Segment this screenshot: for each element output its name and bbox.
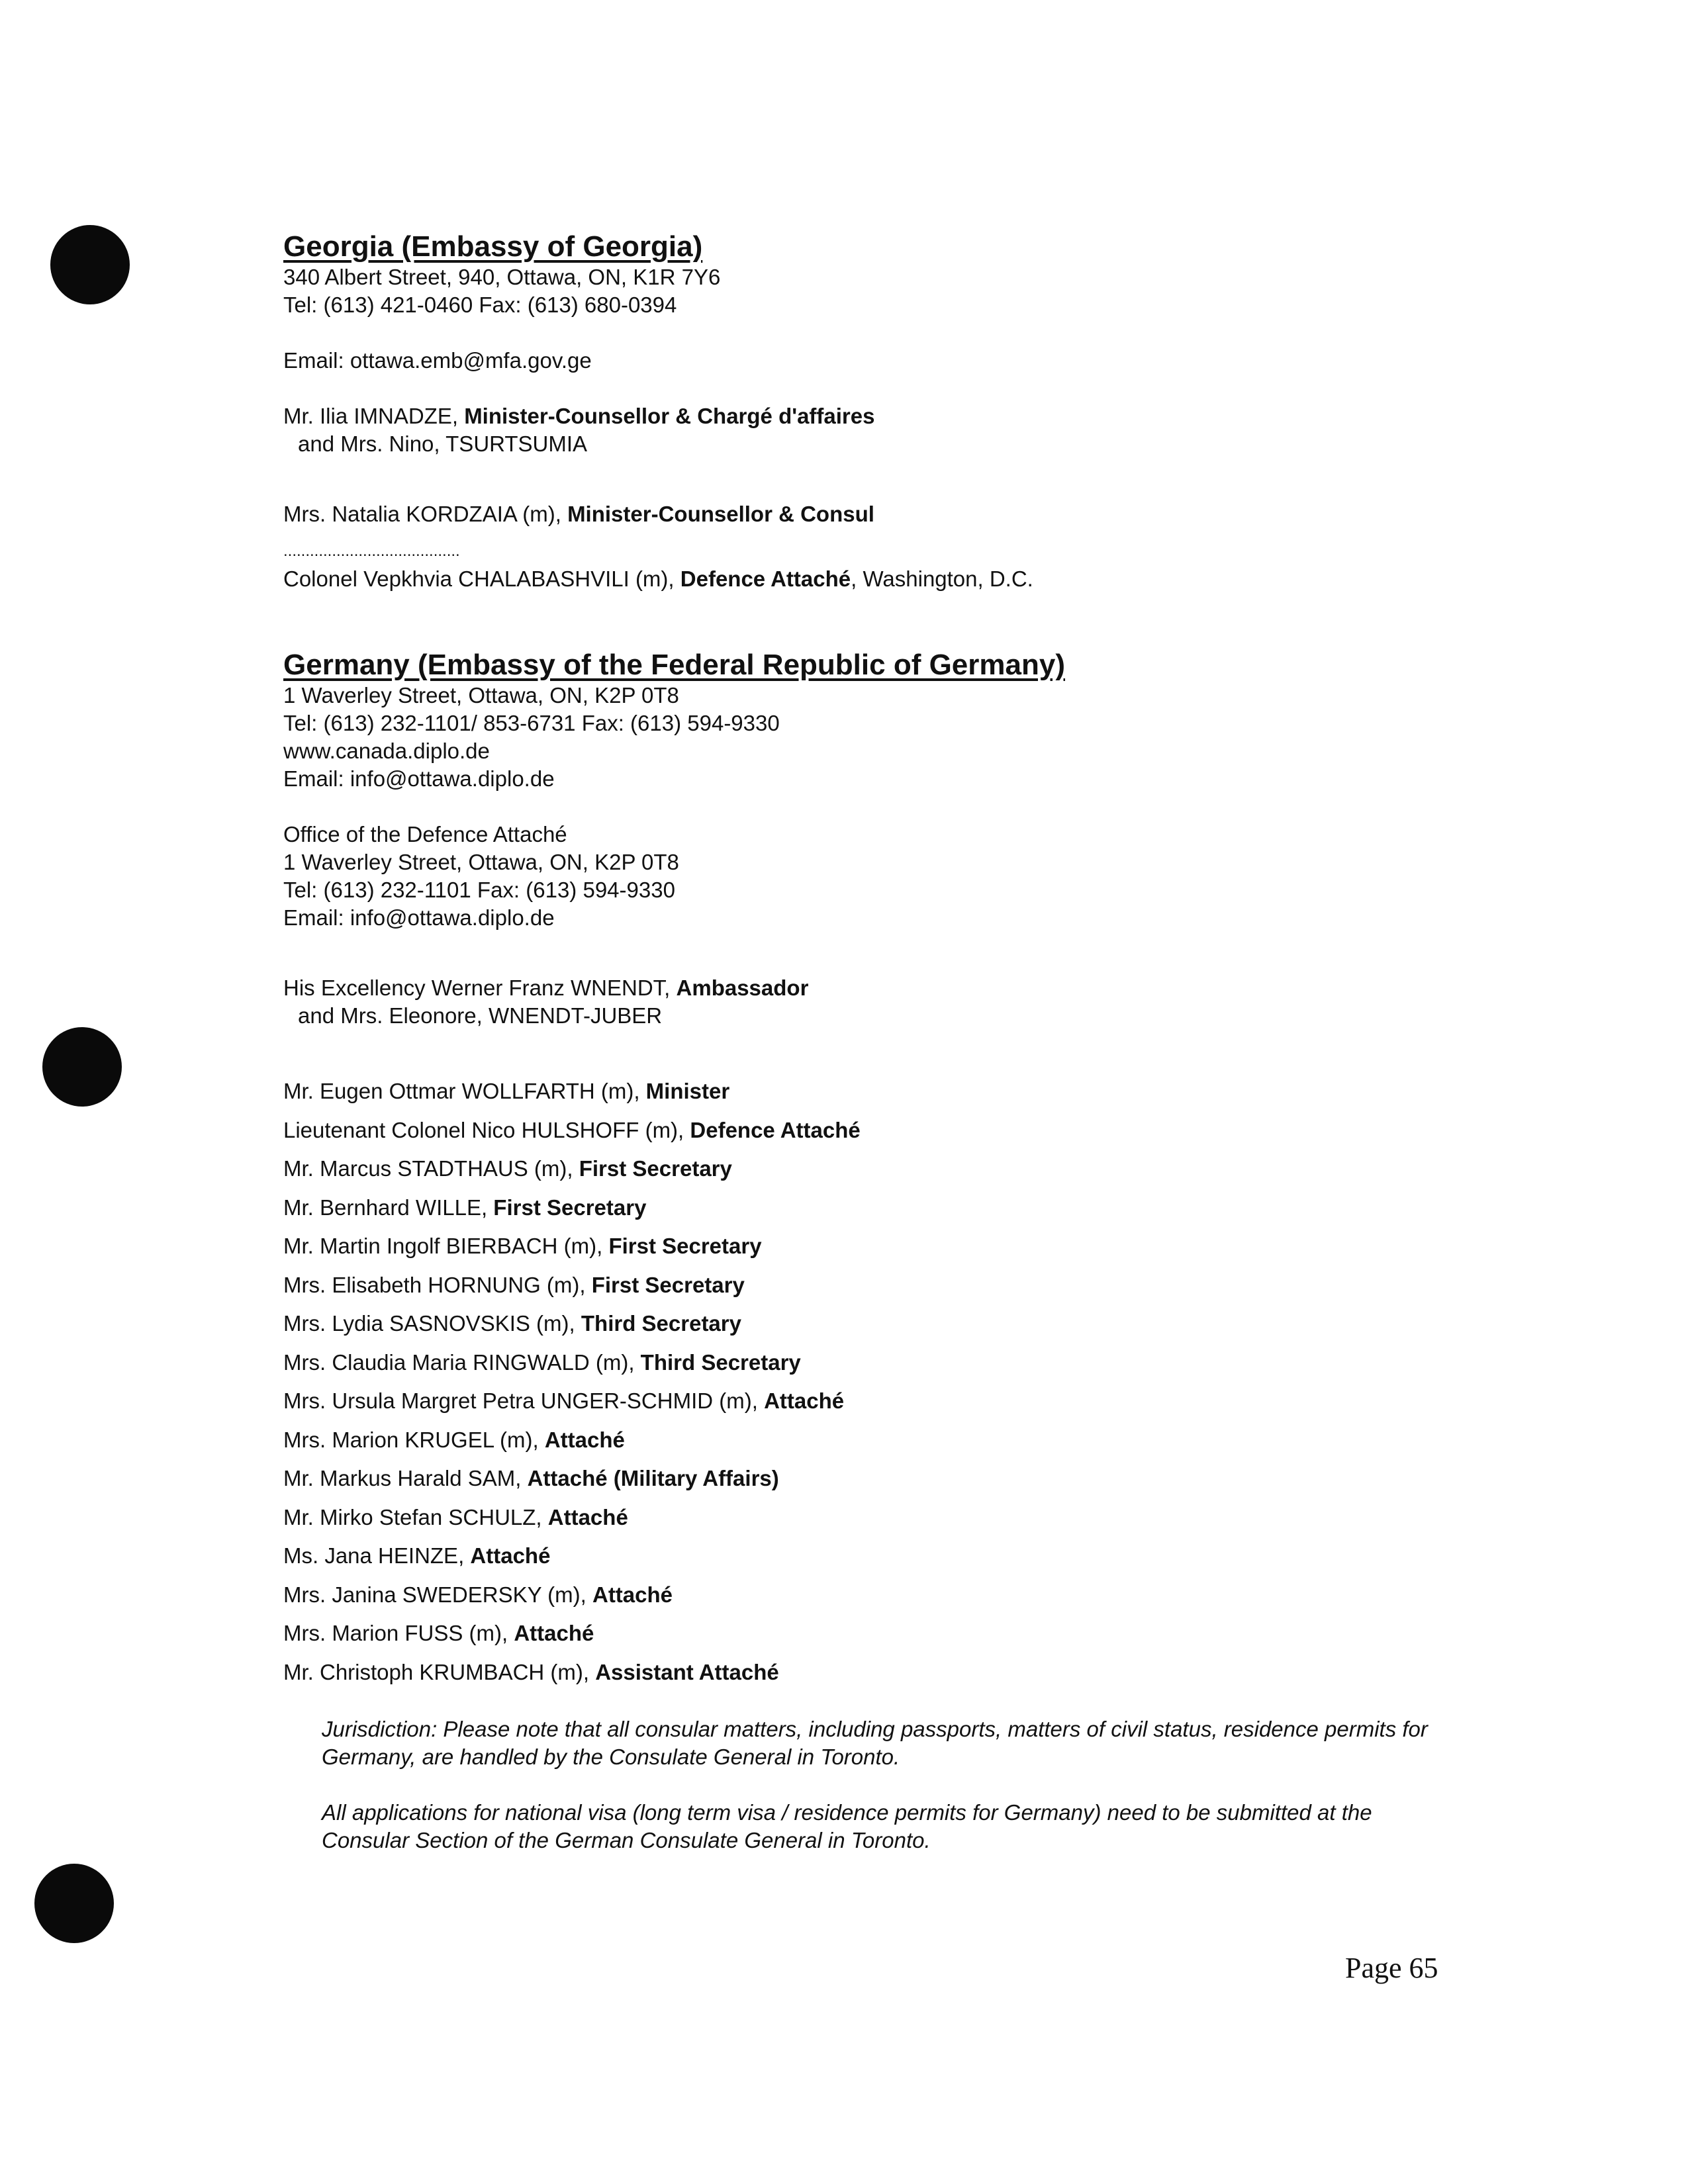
germany-ambassador-spouse: and Mrs. Eleonore, WNENDT-JUBER [298, 1003, 663, 1028]
staff-name: Mrs. Elisabeth HORNUNG (m), [283, 1272, 592, 1297]
staff-name: Lieutenant Colonel Nico HULSHOFF (m), [283, 1117, 690, 1142]
jurisdiction-note: Jurisdiction: Please note that all consular matters, including passports, matters of civil status, residence permits for Germany, are handled by the Consulate General in Toronto. [322, 1717, 1428, 1769]
germany-staff-entry [283, 1459, 1541, 1498]
germany-staff-entry [283, 1382, 1541, 1421]
binder-hole-top [50, 225, 130, 304]
staff-name: Mr. Christoph KRUMBACH (m), [283, 1659, 596, 1684]
georgia-section [283, 230, 1541, 593]
germany-staff-entry [283, 1189, 1541, 1228]
germany-staff-entry [283, 1576, 1541, 1615]
defence-office-address: 1 Waverley Street, Ottawa, ON, K2P 0T8 [283, 850, 679, 874]
germany-phone: Tel: (613) 232-1101/ 853-6731 Fax: (613) 594-9330 [283, 711, 780, 735]
germany-staff-entry [283, 1343, 1541, 1383]
germany-staff-entry [283, 1266, 1541, 1305]
staff-name: Mrs. Claudia Maria RINGWALD (m), [283, 1349, 641, 1375]
germany-staff-entry [283, 1653, 1541, 1692]
staff-title: Attaché [544, 1427, 625, 1452]
defence-office-name: Office of the Defence Attaché [283, 822, 567, 846]
staff-name: Mrs. Natalia KORDZAIA (m), [283, 502, 568, 526]
staff-title: Attaché [764, 1388, 845, 1413]
staff-title: Defence Attaché [680, 567, 851, 591]
staff-name: Colonel Vepkhvia CHALABASHVILI (m), [283, 567, 680, 591]
germany-website: www.canada.diplo.de [283, 739, 490, 763]
germany-staff-entry [283, 1304, 1541, 1343]
germany-heading: Germany (Embassy of the Federal Republic of Germany) [283, 649, 1065, 681]
staff-title: Assistant Attaché [595, 1659, 779, 1684]
germany-email: Email: info@ottawa.diplo.de [283, 766, 555, 791]
germany-ambassador [283, 974, 1541, 1002]
staff-location: , Washington, D.C. [851, 567, 1033, 591]
staff-name: Mr. Ilia IMNADZE, [283, 404, 465, 428]
staff-title: First Secretary [579, 1156, 732, 1181]
staff-title: Attaché [547, 1504, 628, 1529]
germany-staff-entry [283, 1498, 1541, 1537]
staff-name: Mrs. Ursula Margret Petra UNGER-SCHMID (m), [283, 1388, 765, 1413]
staff-title: Minister [645, 1079, 730, 1103]
staff-name: Mrs. Lydia SASNOVSKIS (m), [283, 1311, 581, 1336]
germany-address: 1 Waverley Street, Ottawa, ON, K2P 0T8 [283, 683, 679, 707]
staff-title: First Secretary [493, 1195, 647, 1220]
georgia-heading: Georgia (Embassy of Georgia) [283, 230, 703, 263]
germany-staff-entry [283, 1111, 1541, 1150]
germany-staff-list [283, 1072, 1541, 1692]
binder-hole-bottom [34, 1864, 114, 1943]
staff-title: Minister-Counsellor & Chargé d'affaires [464, 404, 875, 428]
staff-title: Minister-Counsellor & Consul [567, 502, 874, 526]
georgia-address: 340 Albert Street, 940, Ottawa, ON, K1R 7Y6 [283, 265, 721, 289]
germany-staff-entry [283, 1614, 1541, 1653]
staff-title: Attaché (Military Affairs) [527, 1466, 779, 1490]
georgia-email: Email: ottawa.emb@mfa.gov.ge [283, 348, 592, 373]
georgia-dots-separator: ........................................ [283, 542, 460, 560]
document-body [283, 230, 1541, 1854]
georgia-staff-entry [283, 500, 1541, 528]
georgia-staff-spouse: and Mrs. Nino, TSURTSUMIA [298, 432, 588, 456]
staff-name: Ms. Jana HEINZE, [283, 1543, 471, 1568]
staff-name: Mr. Bernhard WILLE, [283, 1195, 494, 1220]
staff-title: Attaché [514, 1621, 594, 1645]
staff-name: Mr. Eugen Ottmar WOLLFARTH (m), [283, 1079, 646, 1103]
staff-title: Third Secretary [640, 1349, 801, 1375]
defence-office-phone: Tel: (613) 232-1101 Fax: (613) 594-9330 [283, 878, 675, 902]
jurisdiction-notes [283, 1715, 1447, 1854]
staff-name: Mr. Markus Harald SAM, [283, 1466, 528, 1490]
germany-section [283, 649, 1541, 1854]
staff-name: Mr. Martin Ingolf BIERBACH (m), [283, 1234, 609, 1258]
staff-name: Mrs. Marion KRUGEL (m), [283, 1427, 545, 1452]
germany-staff-entry [283, 1150, 1541, 1189]
staff-name: Mr. Marcus STADTHAUS (m), [283, 1156, 579, 1181]
staff-title: Attaché [592, 1582, 673, 1607]
staff-name: Mrs. Marion FUSS (m), [283, 1621, 514, 1645]
page-number: Page 65 [1345, 1952, 1438, 1984]
staff-name: Mrs. Janina SWEDERSKY (m), [283, 1582, 592, 1607]
defence-office-email: Email: info@ottawa.diplo.de [283, 905, 555, 930]
germany-staff-entry [283, 1072, 1541, 1111]
staff-title: Defence Attaché [690, 1117, 861, 1142]
staff-title: Third Secretary [581, 1311, 741, 1336]
staff-name: His Excellency Werner Franz WNENDT, [283, 976, 677, 1000]
germany-staff-entry [283, 1537, 1541, 1576]
georgia-defence-attache [283, 565, 1541, 593]
georgia-staff-entry [283, 402, 1541, 430]
germany-staff-entry [283, 1421, 1541, 1460]
staff-title: Attaché [470, 1543, 551, 1568]
staff-title: Ambassador [676, 976, 809, 1000]
staff-name: Mr. Mirko Stefan SCHULZ, [283, 1504, 548, 1529]
binder-hole-middle [42, 1027, 122, 1107]
germany-staff-entry [283, 1227, 1541, 1266]
visa-note: All applications for national visa (long term visa / residence permits for Germany) need to be submitted at the Consular Section of the German Consulate General in Toronto. [322, 1800, 1372, 1852]
staff-title: First Secretary [608, 1234, 762, 1258]
staff-title: First Secretary [591, 1272, 745, 1297]
georgia-phone: Tel: (613) 421-0460 Fax: (613) 680-0394 [283, 293, 677, 317]
